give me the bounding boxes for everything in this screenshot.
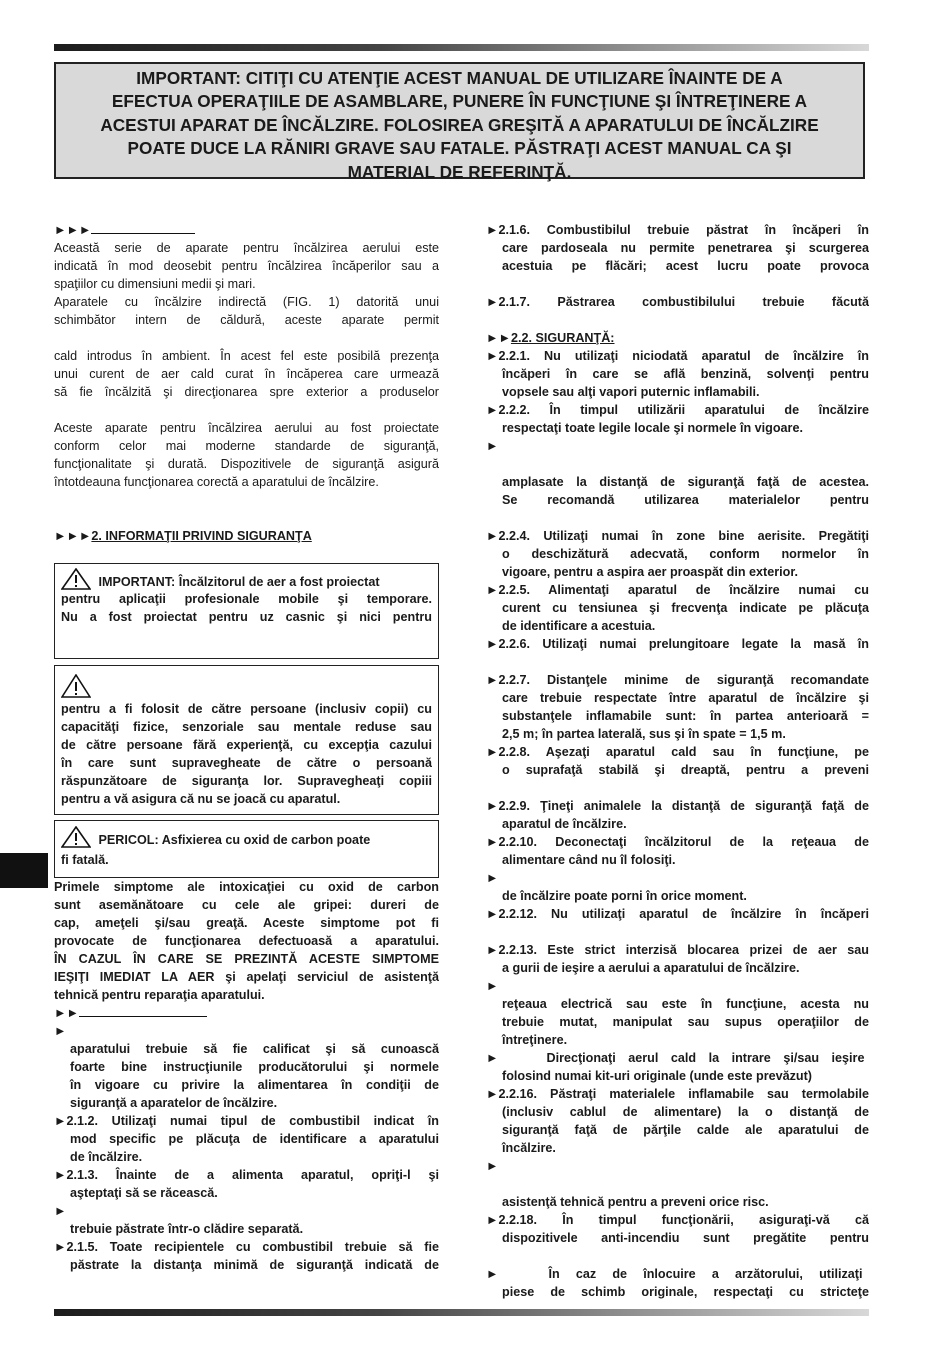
item-227-line: care trebuie respectate între aparatul de încălzire şi bbox=[502, 691, 869, 705]
item-2219-text: În caz de înlocuire a arzătorului, utilizaţi bbox=[548, 1267, 863, 1281]
warning-text: fi fatală. bbox=[61, 853, 109, 867]
warning-text: pentru a vă asigura că nu se joacă cu aparatul. bbox=[61, 792, 341, 806]
intro-line: întotdeauna funcţionarea corectă a aparatului de încălzire. bbox=[54, 475, 379, 489]
intro-line: Această serie de aparate pentru încălzirea aerului este bbox=[54, 241, 439, 255]
item-2210-line: alimentare când nu îl folosiţi. bbox=[502, 853, 676, 867]
intro-line: unui curent de aer cald curat în încăperea care urmează bbox=[54, 367, 439, 381]
item-2211-line: de încălzire poate porni în orice moment. bbox=[502, 889, 747, 903]
item-2218-line: dispozitivele anti-incendiu sunt pregătite pentru bbox=[502, 1231, 869, 1245]
item-2216-line: siguranţă faţă de părţile calde ale aparatului de bbox=[502, 1123, 869, 1137]
item-227-line: substanţele inflamabile sunt: în partea anterioară = bbox=[502, 709, 869, 723]
banner-line: EFECTUA OPERAŢIILE DE ASAMBLARE, PUNERE ÎN FUNCŢIUNE ŞI ÎNTREŢINERE A bbox=[111, 91, 808, 112]
warning-triangle-icon bbox=[61, 826, 91, 848]
item-229-line: ►2.2.9. Ţineţi animalele la distanţă de siguranţă faţă de bbox=[486, 799, 869, 813]
intro-heading bbox=[54, 221, 439, 239]
intro-line: conform celor mai moderne standarde de siguranţă, bbox=[54, 439, 439, 453]
page-side-tab bbox=[0, 853, 48, 888]
section-22-heading bbox=[486, 329, 869, 347]
top-decorative-bar bbox=[54, 44, 869, 51]
item-2214-line: întreţinere. bbox=[502, 1033, 568, 1047]
banner-line: ACESTUI APARAT DE ÎNCĂLZIRE. FOLOSIREA GREŞITĂ A APARATULUI DE ÎNCĂLZIRE bbox=[100, 114, 819, 135]
item-2217-arrow: ► bbox=[486, 1159, 499, 1173]
section-2-heading bbox=[54, 527, 439, 545]
warning-text: capacităţi fizice, senzoriale sau mentale reduse sau bbox=[61, 720, 432, 734]
item-2214-line: reţeaua electrică sau este în funcţiune, acesta nu bbox=[502, 997, 869, 1011]
intro-line: să fie încălzită şi direcţionarea spre exterior a produselor bbox=[54, 385, 439, 399]
co-text-line: tehnică pentru reparaţia aparatului. bbox=[54, 988, 265, 1002]
banner-line: IMPORTANT: CITIŢI CU ATENŢIE ACEST MANUAL DE UTILIZARE ÎNAINTE DE A bbox=[136, 68, 783, 88]
item-214-line: trebuie păstrate într-o clădire separată. bbox=[70, 1222, 304, 1236]
item-2216-line: încălzire. bbox=[502, 1141, 556, 1155]
item-229-line: aparatul de încălzire. bbox=[502, 817, 627, 831]
item-216-line: care pardoseala nu permite penetrarea şi scurgerea bbox=[502, 241, 869, 255]
item-2219-line: piese de schimb originale, respectaţi cu stricteţe bbox=[502, 1285, 869, 1299]
item-2215-line: folosind numai kit-uri originale (unde este prevăzut) bbox=[502, 1069, 812, 1083]
item-225-line: curent cu tensiunea şi frecvenţa indicate pe plăcuţa bbox=[502, 601, 869, 615]
item-2210-line: ►2.2.10. Deconectaţi încălzitorul de la reţeaua de bbox=[486, 835, 869, 849]
intro-line: schimbător intern de căldură, aceste aparate permit bbox=[54, 313, 439, 327]
blank-heading-line bbox=[91, 221, 195, 234]
warning-text: pentru a fi folosit de către persoane (inclusiv copii) cu bbox=[61, 702, 432, 716]
item-211-line: siguranţă a aparatelor de încălzire. bbox=[70, 1096, 278, 1110]
section-2-title: 2. INFORMAŢII PRIVIND SIGURANŢA bbox=[91, 529, 312, 543]
item-222-line: respectaţi toate legile locale şi normele în vigoare. bbox=[502, 421, 803, 435]
blank-heading-line bbox=[79, 1004, 207, 1017]
item-217-line: ►2.1.7. Păstrarea combustibilului trebuie făcută bbox=[486, 295, 869, 309]
item-213-line: ►2.1.3. Înainte de a alimenta aparatul, opriţi-l şi bbox=[54, 1168, 439, 1182]
warning-text: de către persoane fără experienţă, cu excepţia cazului bbox=[61, 738, 432, 752]
section-2-marker: ►►► bbox=[54, 529, 92, 543]
co-text-line: provocate de funcţionarea defectuoasă a aparatului. bbox=[54, 934, 439, 948]
intro-line: indicată în mod deosebit pentru încălzirea încăperilor sau a bbox=[54, 259, 439, 273]
item-212-line: de încălzire. bbox=[70, 1150, 143, 1164]
item-221-line: încăperi în care se află benzină, solvenţi pentru bbox=[502, 367, 869, 381]
intro-line: Aceste aparate pentru încălzirea aerului au fost proiectate bbox=[54, 421, 439, 435]
item-216-line: ►2.1.6. Combustibilul trebuie păstrat în încăperi în bbox=[486, 223, 869, 237]
item-211-line: aparatului trebuie să fie calificat şi să cunoască bbox=[70, 1042, 439, 1056]
intro-line: spaţiilor cu dimensiuni medii şi mari. bbox=[54, 277, 256, 291]
bottom-decorative-bar bbox=[54, 1309, 869, 1316]
warning-text: în care sunt supravegheate de către o persoană bbox=[61, 756, 432, 770]
item-2216-line: ►2.2.16. Păstraţi materialele inflamabile sau termolabile bbox=[486, 1087, 869, 1101]
item-227-line: ►2.2.7. Distanţele minime de siguranţă recomandate bbox=[486, 673, 869, 687]
intro-line: Aparatele cu încălzire indirectă (FIG. 1) datorită unui bbox=[54, 295, 439, 309]
item-2214-arrow: ► bbox=[486, 979, 499, 993]
subsection-marker: ►► bbox=[54, 1006, 79, 1020]
item-223-line: Se recomandă utilizarea materialelor pentru bbox=[502, 493, 869, 507]
important-banner bbox=[54, 62, 865, 182]
item-216-line: acestuia pe flăcări; acest lucru poate provoca bbox=[502, 259, 869, 273]
item-215-line: păstrate la distanţa minimă de siguranţă indicată de bbox=[70, 1258, 439, 1272]
co-text-line: cap, ameţeli şi/sau greaţă. Aceste simptome pot fi bbox=[54, 916, 439, 930]
left-column bbox=[54, 221, 439, 1274]
item-2218-line: ►2.2.18. În timpul funcţionării, asiguraţi-vă că bbox=[486, 1213, 869, 1227]
item-225-line: de identificare a acestuia. bbox=[502, 619, 656, 633]
item-2214-line: trebuie mutat, manipulat sau supus operaţiilor de bbox=[502, 1015, 869, 1029]
warning-box-danger bbox=[54, 820, 439, 878]
item-226-line: ►2.2.6. Utilizaţi numai prelungitoare legate la masă în bbox=[486, 637, 869, 651]
warning-text: Nu a fost proiectat pentru uz casnic şi nici pentru bbox=[61, 610, 432, 624]
warning-text: răspunzătoare de siguranţa lor. Supravegheaţi copiii bbox=[61, 774, 432, 788]
item-223-line: amplasate la distanţă de siguranţă faţă de acestea. bbox=[502, 475, 869, 489]
item-2217-line: asistenţă tehnică pentru a preveni orice risc. bbox=[502, 1195, 769, 1209]
item-2211-arrow: ► bbox=[486, 871, 499, 885]
banner-line: POATE DUCE LA RĂNIRI GRAVE SAU FATALE. PĂSTRAŢI ACEST MANUAL CA ŞI bbox=[127, 138, 792, 159]
item-2216-line: (inclusiv cablul de alimentare) la o distanţă de bbox=[502, 1105, 869, 1119]
co-text-line: sunt asemănătoare cu cele ale gripei: dureri de bbox=[54, 898, 439, 912]
warning-text: pentru aplicaţii profesionale mobile şi temporare. bbox=[61, 592, 432, 606]
item-2215-line bbox=[486, 1049, 869, 1067]
intro-line: funcţionalitate şi durată. Dispozitivele de siguranţă asigură bbox=[54, 457, 439, 471]
item-211-line: în vigoare cu privire la alimentarea în condiţii de bbox=[70, 1078, 439, 1092]
item-221-line: ►2.2.1. Nu utilizaţi niciodată aparatul de încălzire în bbox=[486, 349, 869, 363]
warning-text: PERICOL: Asfixierea cu oxid de carbon poate bbox=[95, 833, 371, 847]
item-221-line: vopsele sau alţi vapori puternic inflamabili. bbox=[502, 385, 760, 399]
item-2215-arrow: ► bbox=[486, 1051, 499, 1065]
warning-box-persons bbox=[54, 665, 439, 815]
item-224-line: ►2.2.4. Utilizaţi numai în zone bine aerisite. Pregătiţi bbox=[486, 529, 869, 543]
item-2213-line: ►2.2.13. Este strict interzisă blocarea prizei de aer sau bbox=[486, 943, 869, 957]
item-223-arrow: ► bbox=[486, 439, 499, 453]
item-2213-line: a gurii de ieşire a aerului a aparatului de încălzire. bbox=[502, 961, 800, 975]
item-222-line: ►2.2.2. În timpul utilizării aparatului de încălzire bbox=[486, 403, 869, 417]
item-225-line: ►2.2.5. Alimentaţi aparatul de încălzire numai cu bbox=[486, 583, 869, 597]
right-column bbox=[486, 221, 869, 1301]
warning-triangle-icon bbox=[61, 568, 91, 590]
item-211-line: foarte bine instrucţiunile producătorului şi normele bbox=[70, 1060, 439, 1074]
item-212-line: mod specific pe plăcuţa de identificare a aparatului bbox=[70, 1132, 439, 1146]
item-224-line: vigoare, pentru a aspira aer proaspăt din exterior. bbox=[502, 565, 799, 579]
item-2215-text: Direcţionaţi aerul cald la intrare şi/sau ieşire bbox=[546, 1051, 865, 1065]
co-text-line: ÎN CAZUL ÎN CARE SE PREZINTĂ ACESTE SIMPTOME bbox=[54, 952, 439, 966]
co-text-line: IEŞIŢI IMEDIAT LA AER şi apelaţi serviciul de asistenţă bbox=[54, 970, 439, 984]
warning-text: IMPORTANT: Încălzitorul de aer a fost proiectat bbox=[95, 575, 380, 589]
item-212-line: ►2.1.2. Utilizaţi numai tipul de combustibil indicat în bbox=[54, 1114, 439, 1128]
warning-box-professional bbox=[54, 563, 439, 659]
item-224-line: o deschizătură adecvată, conform normelor în bbox=[502, 547, 869, 561]
item-228-line: ►2.2.8. Aşezaţi aparatul cald sau în funcţiune, pe bbox=[486, 745, 869, 759]
item-228-line: o suprafaţă stabilă şi dreaptă, pentru a preveni bbox=[502, 763, 869, 777]
subsection-heading bbox=[54, 1004, 439, 1022]
item-2219-arrow: ► bbox=[486, 1267, 499, 1281]
item-214-arrow: ► bbox=[54, 1204, 67, 1218]
section-22-title: 2.2. SIGURANŢĂ: bbox=[510, 331, 615, 345]
intro-marker: ►►► bbox=[54, 223, 92, 237]
banner-line: MATERIAL DE REFERINŢĂ. bbox=[347, 161, 572, 182]
warning-triangle-icon bbox=[61, 674, 91, 698]
item-227-line: 2,5 m; în partea laterală, sus şi în spate = 1,5 m. bbox=[502, 727, 786, 741]
item-213-line: aşteptaţi să se răcească. bbox=[70, 1186, 218, 1200]
co-text-line: Primele simptome ale intoxicaţiei cu oxid de carbon bbox=[54, 880, 439, 894]
item-2219-line bbox=[486, 1265, 869, 1283]
item-211-arrow: ► bbox=[54, 1024, 67, 1038]
section-22-marker: ►► bbox=[486, 331, 511, 345]
item-215-line: ►2.1.5. Toate recipientele cu combustibil trebuie să fie bbox=[54, 1240, 439, 1254]
item-2212-line: ►2.2.12. Nu utilizaţi aparatul de încălzire în încăperi bbox=[486, 907, 869, 921]
intro-line: cald introdus în ambient. În acest fel este posibilă prezenţa bbox=[54, 349, 439, 363]
